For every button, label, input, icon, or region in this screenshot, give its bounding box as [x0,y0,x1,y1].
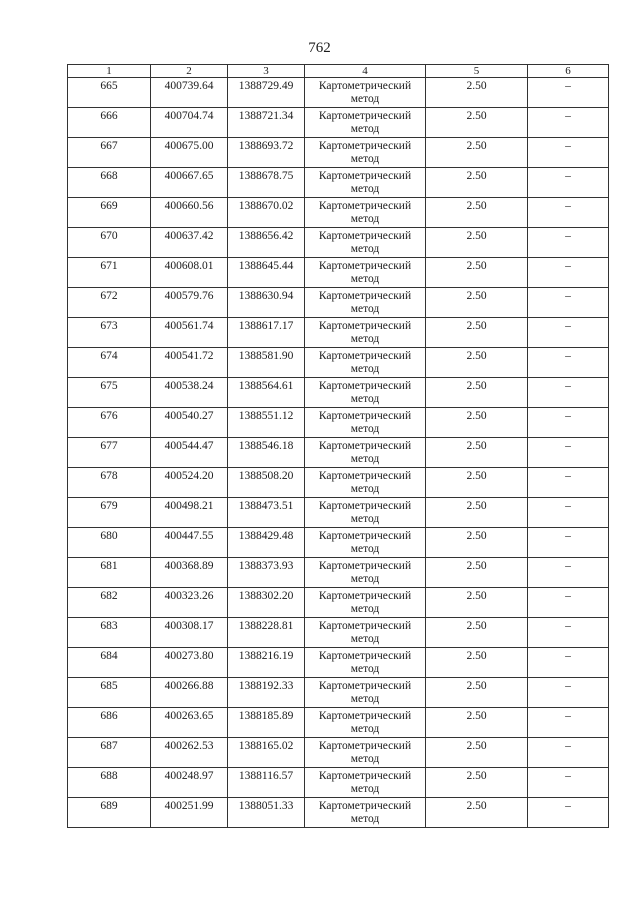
table-row [68,438,609,468]
method-line-1: Картометрический [318,620,412,632]
point-number-cell: 665 [68,78,151,108]
method-cell [305,588,426,618]
y-coordinate-cell: 1388617.17 [228,318,305,348]
method-cell [305,108,426,138]
method-cell [305,198,426,228]
y-coordinate-cell: 1388116.57 [228,768,305,798]
note-cell: – [528,708,609,738]
method-cell [305,528,426,558]
method-line-1: Картометрический [318,560,412,572]
method-cell [305,798,426,828]
y-coordinate-cell: 1388302.20 [228,588,305,618]
accuracy-cell: 2.50 [426,798,528,828]
table-row [68,648,609,678]
method-line-2: метод [350,242,380,255]
accuracy-cell: 2.50 [426,258,528,288]
accuracy-cell: 2.50 [426,528,528,558]
note-cell: – [528,78,609,108]
y-coordinate-cell: 1388581.90 [228,348,305,378]
x-coordinate-cell: 400667.65 [151,168,228,198]
method-cell [305,498,426,528]
x-coordinate-cell: 400498.21 [151,498,228,528]
x-coordinate-cell: 400308.17 [151,618,228,648]
method-line-1: Картометрический [318,320,412,332]
point-number-cell: 676 [68,408,151,438]
method-cell [305,288,426,318]
table-row [68,168,609,198]
note-cell: – [528,198,609,228]
point-number-cell: 683 [68,618,151,648]
method-line-2: метод [350,122,380,135]
note-cell: – [528,108,609,138]
method-line-1: Картометрический [318,470,412,482]
method-line-1: Картометрический [318,800,412,812]
method-line-2: метод [350,182,380,195]
note-cell: – [528,138,609,168]
y-coordinate-cell: 1388670.02 [228,198,305,228]
x-coordinate-cell: 400538.24 [151,378,228,408]
note-cell: – [528,288,609,318]
accuracy-cell: 2.50 [426,708,528,738]
method-line-1: Картометрический [318,650,412,662]
y-coordinate-cell: 1388165.02 [228,738,305,768]
point-number-cell: 669 [68,198,151,228]
x-coordinate-cell: 400675.00 [151,138,228,168]
y-coordinate-cell: 1388645.44 [228,258,305,288]
method-cell [305,768,426,798]
point-number-cell: 678 [68,468,151,498]
page-number: 762 [308,40,331,56]
table-body [68,78,609,828]
table-row [68,588,609,618]
method-line-2: метод [350,572,380,585]
accuracy-cell: 2.50 [426,228,528,258]
method-line-2: метод [350,212,380,225]
point-number-cell: 680 [68,528,151,558]
method-cell [305,168,426,198]
table-row [68,138,609,168]
accuracy-cell: 2.50 [426,378,528,408]
table-row [68,738,609,768]
table-row [68,78,609,108]
y-coordinate-cell: 1388630.94 [228,288,305,318]
x-coordinate-cell: 400579.76 [151,288,228,318]
accuracy-cell: 2.50 [426,138,528,168]
method-line-1: Картометрический [318,200,412,212]
note-cell: – [528,588,609,618]
y-coordinate-cell: 1388373.93 [228,558,305,588]
table-row [68,498,609,528]
accuracy-cell: 2.50 [426,738,528,768]
x-coordinate-cell: 400368.89 [151,558,228,588]
method-cell [305,438,426,468]
note-cell: – [528,498,609,528]
method-line-1: Картометрический [318,80,412,92]
accuracy-cell: 2.50 [426,168,528,198]
column-header: 4 [305,65,426,78]
table-row [68,108,609,138]
table-row [68,708,609,738]
note-cell: – [528,408,609,438]
method-line-1: Картометрический [318,170,412,182]
y-coordinate-cell: 1388721.34 [228,108,305,138]
x-coordinate-cell: 400561.74 [151,318,228,348]
method-line-2: метод [350,302,380,315]
point-number-cell: 684 [68,648,151,678]
column-header: 5 [426,65,528,78]
method-cell [305,708,426,738]
method-cell [305,258,426,288]
column-header: 6 [528,65,609,78]
method-cell [305,378,426,408]
method-line-2: метод [350,152,380,165]
table-row [68,288,609,318]
method-line-2: метод [350,542,380,555]
accuracy-cell: 2.50 [426,498,528,528]
table-header-row [68,65,609,78]
x-coordinate-cell: 400262.53 [151,738,228,768]
accuracy-cell: 2.50 [426,348,528,378]
table-row [68,318,609,348]
method-cell [305,648,426,678]
method-line-1: Картометрический [318,260,412,272]
point-number-cell: 677 [68,438,151,468]
x-coordinate-cell: 400273.80 [151,648,228,678]
table-row [68,558,609,588]
table-row [68,678,609,708]
note-cell: – [528,738,609,768]
method-cell [305,618,426,648]
note-cell: – [528,678,609,708]
x-coordinate-cell: 400263.65 [151,708,228,738]
accuracy-cell: 2.50 [426,198,528,228]
accuracy-cell: 2.50 [426,288,528,318]
y-coordinate-cell: 1388051.33 [228,798,305,828]
note-cell: – [528,768,609,798]
y-coordinate-cell: 1388678.75 [228,168,305,198]
method-cell [305,318,426,348]
table-row [68,408,609,438]
point-number-cell: 671 [68,258,151,288]
x-coordinate-cell: 400248.97 [151,768,228,798]
method-cell [305,558,426,588]
x-coordinate-cell: 400447.55 [151,528,228,558]
method-line-2: метод [350,272,380,285]
method-line-2: метод [350,782,380,795]
method-line-1: Картометрический [318,530,412,542]
table-row [68,768,609,798]
point-number-cell: 685 [68,678,151,708]
y-coordinate-cell: 1388551.12 [228,408,305,438]
table-row [68,258,609,288]
method-cell [305,738,426,768]
x-coordinate-cell: 400739.64 [151,78,228,108]
method-line-1: Картометрический [318,410,412,422]
y-coordinate-cell: 1388508.20 [228,468,305,498]
note-cell: – [528,468,609,498]
point-number-cell: 666 [68,108,151,138]
y-coordinate-cell: 1388656.42 [228,228,305,258]
note-cell: – [528,378,609,408]
x-coordinate-cell: 400660.56 [151,198,228,228]
y-coordinate-cell: 1388473.51 [228,498,305,528]
note-cell: – [528,558,609,588]
table-row [68,468,609,498]
method-line-1: Картометрический [318,140,412,152]
table-row [68,618,609,648]
table-row [68,198,609,228]
accuracy-cell: 2.50 [426,768,528,798]
accuracy-cell: 2.50 [426,618,528,648]
note-cell: – [528,648,609,678]
method-line-1: Картометрический [318,740,412,752]
coordinates-table [67,64,609,828]
point-number-cell: 687 [68,738,151,768]
method-line-2: метод [350,452,380,465]
method-line-2: метод [350,692,380,705]
x-coordinate-cell: 400540.27 [151,408,228,438]
y-coordinate-cell: 1388693.72 [228,138,305,168]
method-line-1: Картометрический [318,110,412,122]
method-cell [305,228,426,258]
x-coordinate-cell: 400608.01 [151,258,228,288]
method-cell [305,348,426,378]
accuracy-cell: 2.50 [426,648,528,678]
method-line-1: Картометрический [318,680,412,692]
y-coordinate-cell: 1388228.81 [228,618,305,648]
method-cell [305,678,426,708]
point-number-cell: 672 [68,288,151,318]
method-line-2: метод [350,392,380,405]
method-line-1: Картометрический [318,770,412,782]
point-number-cell: 688 [68,768,151,798]
note-cell: – [528,528,609,558]
x-coordinate-cell: 400251.99 [151,798,228,828]
point-number-cell: 673 [68,318,151,348]
point-number-cell: 667 [68,138,151,168]
accuracy-cell: 2.50 [426,558,528,588]
method-line-1: Картометрический [318,710,412,722]
note-cell: – [528,168,609,198]
x-coordinate-cell: 400266.88 [151,678,228,708]
accuracy-cell: 2.50 [426,408,528,438]
accuracy-cell: 2.50 [426,468,528,498]
method-line-2: метод [350,752,380,765]
method-cell [305,468,426,498]
y-coordinate-cell: 1388216.19 [228,648,305,678]
x-coordinate-cell: 400637.42 [151,228,228,258]
note-cell: – [528,258,609,288]
method-line-2: метод [350,812,380,825]
accuracy-cell: 2.50 [426,108,528,138]
method-line-1: Картометрический [318,380,412,392]
point-number-cell: 674 [68,348,151,378]
note-cell: – [528,618,609,648]
method-line-2: метод [350,512,380,525]
x-coordinate-cell: 400323.26 [151,588,228,618]
table-row [68,378,609,408]
method-line-1: Картометрический [318,440,412,452]
table-row [68,228,609,258]
table-row [68,348,609,378]
x-coordinate-cell: 400524.20 [151,468,228,498]
method-cell [305,408,426,438]
method-line-2: метод [350,722,380,735]
accuracy-cell: 2.50 [426,438,528,468]
table-row [68,798,609,828]
y-coordinate-cell: 1388192.33 [228,678,305,708]
method-line-1: Картометрический [318,350,412,362]
note-cell: – [528,348,609,378]
note-cell: – [528,438,609,468]
accuracy-cell: 2.50 [426,678,528,708]
column-header: 3 [228,65,305,78]
y-coordinate-cell: 1388429.48 [228,528,305,558]
accuracy-cell: 2.50 [426,78,528,108]
column-header: 1 [68,65,151,78]
method-line-2: метод [350,332,380,345]
table-row [68,528,609,558]
y-coordinate-cell: 1388564.61 [228,378,305,408]
accuracy-cell: 2.50 [426,588,528,618]
x-coordinate-cell: 400704.74 [151,108,228,138]
point-number-cell: 670 [68,228,151,258]
method-line-2: метод [350,602,380,615]
method-line-1: Картометрический [318,590,412,602]
method-cell [305,138,426,168]
y-coordinate-cell: 1388185.89 [228,708,305,738]
method-line-1: Картометрический [318,500,412,512]
method-cell [305,78,426,108]
point-number-cell: 689 [68,798,151,828]
accuracy-cell: 2.50 [426,318,528,348]
x-coordinate-cell: 400541.72 [151,348,228,378]
x-coordinate-cell: 400544.47 [151,438,228,468]
column-header: 2 [151,65,228,78]
point-number-cell: 675 [68,378,151,408]
method-line-2: метод [350,482,380,495]
method-line-1: Картометрический [318,290,412,302]
point-number-cell: 682 [68,588,151,618]
method-line-2: метод [350,92,380,105]
point-number-cell: 681 [68,558,151,588]
y-coordinate-cell: 1388729.49 [228,78,305,108]
method-line-2: метод [350,662,380,675]
method-line-2: метод [350,422,380,435]
method-line-1: Картометрический [318,230,412,242]
note-cell: – [528,318,609,348]
y-coordinate-cell: 1388546.18 [228,438,305,468]
point-number-cell: 686 [68,708,151,738]
note-cell: – [528,798,609,828]
point-number-cell: 679 [68,498,151,528]
method-line-2: метод [350,362,380,375]
point-number-cell: 668 [68,168,151,198]
note-cell: – [528,228,609,258]
method-line-2: метод [350,632,380,645]
